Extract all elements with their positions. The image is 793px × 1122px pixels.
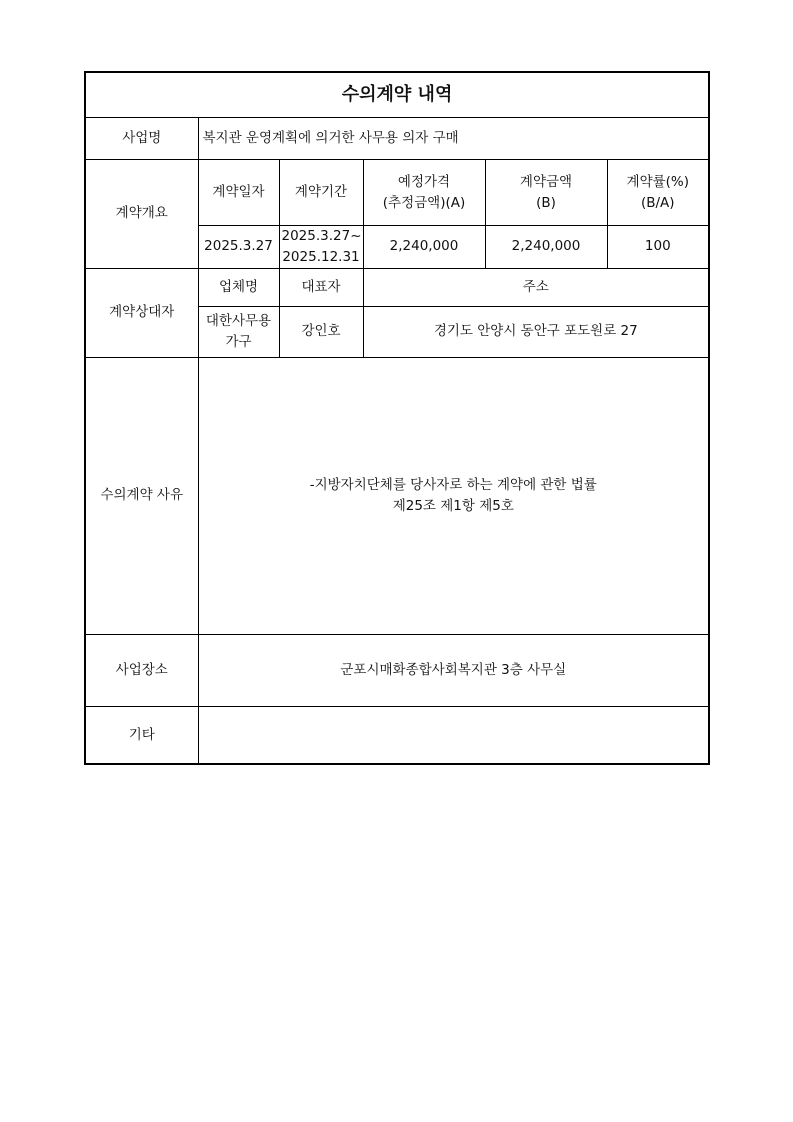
contract-period-end: 2025.12.31: [282, 248, 360, 265]
business-name-value: 복지관 운영계획에 의거한 사무용 의자 구매: [198, 118, 709, 160]
place-label: 사업장소: [85, 634, 198, 706]
address-value: 경기도 안양시 동안구 포도원로 27: [363, 306, 709, 357]
contract-amount-header: [485, 160, 607, 226]
reason-line1: -지방자치단체를 당사자로 하는 계약에 관한 법률: [309, 476, 597, 493]
contract-details-table: [84, 71, 710, 765]
overview-label: 계약개요: [85, 160, 198, 269]
etc-label: 기타: [85, 706, 198, 764]
contract-rate-header: [607, 160, 709, 226]
contract-period-header: 계약기간: [279, 160, 363, 226]
contract-date-value: 2025.3.27: [198, 226, 279, 269]
contract-period-start: 2025.3.27~: [281, 228, 362, 244]
company-name-line2: 가구: [225, 333, 252, 350]
contract-rate-value: 100: [607, 226, 709, 269]
page-title: 수의계약 내역: [85, 72, 709, 118]
business-name-label: 사업명: [85, 118, 198, 160]
contract-period-value: [279, 226, 363, 269]
representative-header: 대표자: [279, 268, 363, 306]
contract-date-header: 계약일자: [198, 160, 279, 226]
reason-label: 수의계약 사유: [85, 357, 198, 634]
company-name-header: 업체명: [198, 268, 279, 306]
etc-value: [198, 706, 709, 764]
estimated-price-header-line1: 예정가격: [397, 173, 451, 190]
contract-rate-header-line1: 계약률(%): [626, 173, 690, 190]
estimated-price-value: 2,240,000: [363, 226, 485, 269]
contract-amount-header-line1: 계약금액: [519, 173, 573, 190]
company-name-value: [198, 306, 279, 357]
company-name-line1: 대한사무용: [205, 312, 272, 329]
reason-line2: 제25조 제1항 제5호: [392, 497, 514, 514]
estimated-price-header: [363, 160, 485, 226]
place-value: 군포시매화종합사회복지관 3층 사무실: [198, 634, 709, 706]
contract-amount-header-line2: (B): [536, 194, 556, 211]
representative-value: 강인호: [279, 306, 363, 357]
contract-rate-header-line2: (B/A): [640, 194, 675, 211]
counterparty-label: 계약상대자: [85, 268, 198, 357]
contract-amount-value: 2,240,000: [485, 226, 607, 269]
address-header: 주소: [363, 268, 709, 306]
reason-value: [198, 357, 709, 634]
estimated-price-header-line2: (추정금액)(A): [382, 194, 466, 211]
